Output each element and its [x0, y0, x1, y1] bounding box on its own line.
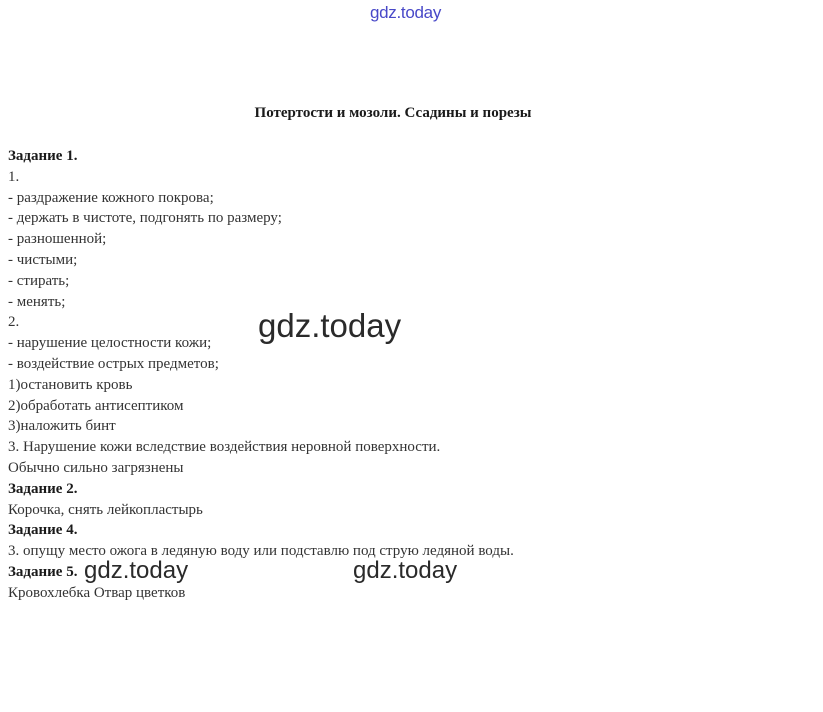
text-line: - раздражение кожного покрова;: [8, 190, 214, 206]
text-line: 2)обработать антисептиком: [8, 398, 184, 414]
text-line: 3)наложить бинт: [8, 418, 116, 434]
text-line: 2.: [8, 314, 20, 330]
text-line: 1)остановить кровь: [8, 377, 133, 393]
task-heading: Задание 2.: [8, 481, 78, 497]
task-heading: Задание 1.: [8, 148, 78, 164]
text-line: Обычно сильно загрязнены: [8, 460, 184, 476]
watermark-bottom-right: gdz.today: [353, 557, 458, 584]
task-heading: Задание 5.: [8, 564, 78, 580]
text-line: - разношенной;: [8, 231, 107, 247]
text-line: - нарушение целостности кожи;: [8, 335, 212, 351]
text-line: Корочка, снять лейкопластырь: [8, 502, 203, 518]
text-line: - стирать;: [8, 273, 70, 289]
text-line: 3. опущу место ожога в ледяную воду или подставлю под струю ледяной воды.: [8, 543, 514, 559]
text-line: - менять;: [8, 294, 66, 310]
page-title: Потертости и мозоли. Ссадины и порезы: [254, 105, 532, 121]
watermark-bottom-left: gdz.today: [84, 557, 189, 584]
task-heading: Задание 4.: [8, 522, 78, 538]
text-line: - воздействие острых предметов;: [8, 356, 219, 372]
watermark-center: gdz.today: [258, 307, 402, 344]
text-line: Кровохлебка Отвар цветков: [8, 585, 186, 601]
text-line: 1.: [8, 169, 20, 185]
text-line: 3. Нарушение кожи вследствие воздействия неровной поверхности.: [8, 439, 441, 455]
watermark-top: gdz.today: [370, 3, 442, 22]
text-line: - чистыми;: [8, 252, 78, 268]
text-line: - держать в чистоте, подгонять по размеру;: [8, 210, 282, 226]
